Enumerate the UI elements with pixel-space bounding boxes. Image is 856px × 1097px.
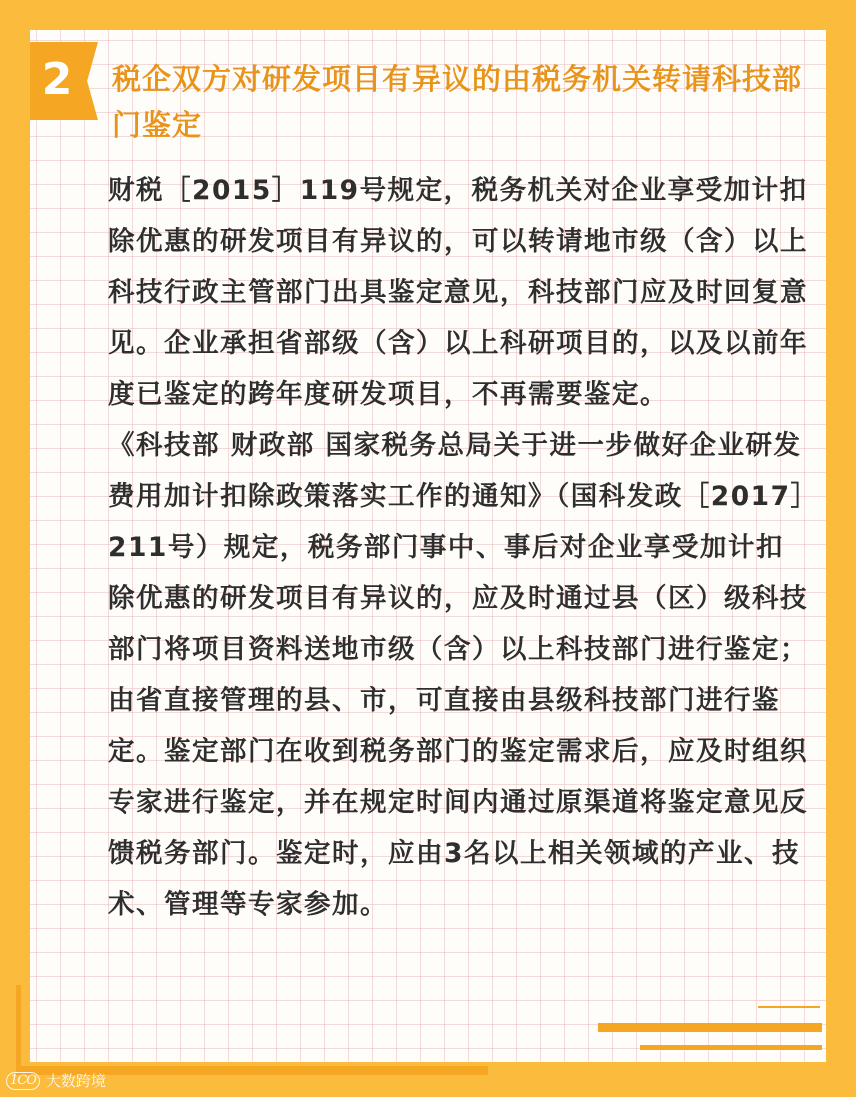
section-title: 税企双方对研发项目有异议的由税务机关转请科技部门鉴定 [112, 62, 803, 142]
decorative-bar-thick [598, 1023, 822, 1032]
section-number: 2 [41, 54, 73, 105]
paragraph-policy-2017: 《科技部 财政部 国家税务总局关于进一步做好企业研发费用加计扣除政策落实工作的通知》（国科发政［2017］211号）规定，税务部门事中、事后对企业享受加计扣除优惠的研发项目有异议的，应及时通过县（区）级科技部门将项目资料送地市级（含）以上科技部门进行鉴定；由省直接管理的县、市，可直接由县级科技部门进行鉴定。鉴定部门在收到税务部门的鉴定需求后，应及时组织专家进行鉴定，并在规定时间内通过原渠道将鉴定意见反馈税务部门。鉴定时，应由3名以上相关领域的产业、技术、管理等专家参加。 [108, 430, 808, 920]
decorative-line-short [758, 1006, 820, 1008]
watermark-logo: 1CO [6, 1072, 40, 1090]
article-body [108, 165, 808, 930]
decorative-bar-thin [640, 1045, 822, 1050]
watermark [6, 1068, 106, 1094]
paragraph-policy-2015: 财税［2015］119号规定，税务机关对企业享受加计扣除优惠的研发项目有异议的，可以转请地市级（含）以上科技行政主管部门出具鉴定意见，科技部门应及时回复意见。企业承担省部级（含）以上科研项目的，以及以前年度已鉴定的跨年度研发项目，不再需要鉴定。 [108, 175, 808, 410]
watermark-text: 大数跨境 [45, 1072, 106, 1090]
decorative-corner-vertical [16, 985, 21, 1070]
